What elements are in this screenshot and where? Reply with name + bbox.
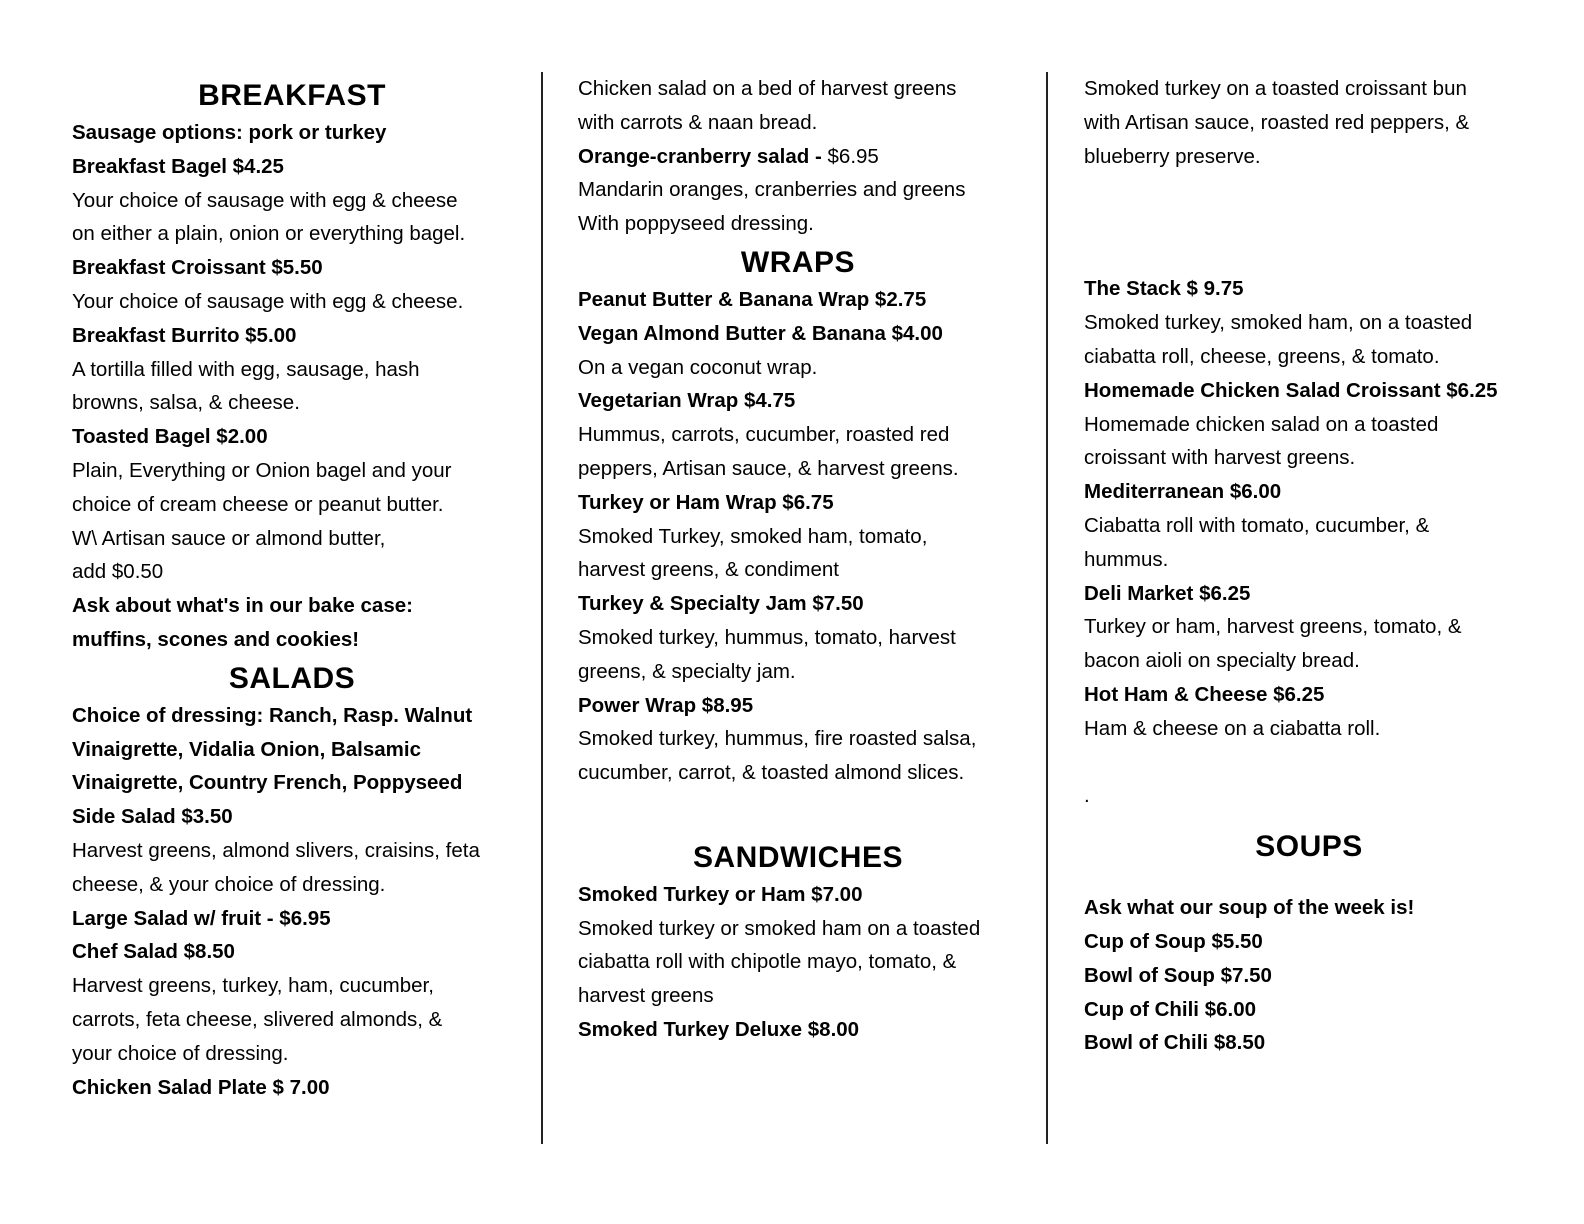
menu-item-title: Side Salad $3.50 [72,805,233,829]
menu-item-description: your choice of dressing. [72,1041,289,1065]
menu-column-2 [578,72,1018,1047]
menu-item-description: peppers, Artisan sauce, & harvest greens. [578,456,959,480]
stray-dot: . [1084,784,1090,808]
menu-item-title: Chicken Salad Plate $ 7.00 [72,1075,330,1099]
breakfast-items [72,116,512,657]
menu-item-title: Choice of dressing: Ranch, Rasp. Walnut [72,703,473,727]
menu-item-title: Breakfast Bagel $4.25 [72,154,284,178]
orange-cranberry-price: $6.95 [821,144,879,168]
menu-item-title: Hot Ham & Cheese $6.25 [1084,682,1325,706]
salads-continued-items [578,72,1018,140]
menu-item-description: harvest greens, & condiment [578,558,839,582]
orange-cranberry-item [578,140,1018,174]
menu-item-title: Sausage options: pork or turkey [72,121,387,144]
menu-item-description: Your choice of sausage with egg & cheese. [72,289,464,313]
menu-item-description: Chicken salad on a bed of harvest greens [578,77,957,100]
menu-item-description: On a vegan coconut wrap. [578,355,818,379]
menu-item-title: Toasted Bagel $2.00 [72,425,268,449]
menu-item-title: Smoked Turkey or Ham $7.00 [578,882,863,906]
sandwiches-items [578,878,1018,1047]
spacer [1084,746,1534,780]
menu-item-description: Ham & cheese on a ciabatta roll. [1084,716,1381,740]
menu-item-title: Mediterranean $6.00 [1084,480,1282,504]
menu-item-title: Ask about what's in our bake case: [72,594,413,618]
menu-item-title: Bowl of Soup $7.50 [1084,963,1272,987]
menu-item-description: ciabatta roll with chipotle mayo, tomato, & [578,950,957,974]
spacer [1084,173,1534,272]
menu-item-description: cucumber, carrot, & toasted almond slices. [578,761,965,785]
menu-item-description: add $0.50 [72,560,164,584]
orange-cranberry-description [578,173,1018,241]
menu-item-title: Peanut Butter & Banana Wrap $2.75 [578,287,927,311]
column-divider-right [1046,72,1048,1144]
menu-column-1 [72,72,512,1104]
menu-item-title: Ask what our soup of the week is! [1084,896,1415,920]
menu-item-description: Hummus, carrots, cucumber, roasted red [578,423,950,447]
menu-item-description: with carrots & naan bread. [578,110,818,134]
menu-item-title: muffins, scones and cookies! [72,627,360,651]
menu-item-title: Turkey or Ham Wrap $6.75 [578,490,834,514]
sandwiches-continued-top [1084,72,1534,173]
menu-item-title: Vinaigrette, Country French, Poppyseed [72,771,463,795]
menu-item-description: Smoked turkey on a toasted croissant bun [1084,77,1467,100]
menu-item-title: Cup of Soup $5.50 [1084,929,1263,953]
menu-item-description: hummus. [1084,547,1169,571]
menu-item-description: blueberry preserve. [1084,144,1261,168]
menu-item-description: bacon aioli on specialty bread. [1084,649,1360,673]
menu-item-description: greens, & specialty jam. [578,659,796,683]
menu-item-description: W\ Artisan sauce or almond butter, [72,526,386,550]
menu-item-description: harvest greens [578,984,714,1008]
menu-item-title: The Stack $ 9.75 [1084,277,1244,301]
menu-item-description: ciabatta roll, cheese, greens, & tomato. [1084,344,1440,368]
menu-item-title: Power Wrap $8.95 [578,693,754,717]
menu-item-description: choice of cream cheese or peanut butter. [72,492,444,516]
menu-item-description: Smoked turkey, hummus, tomato, harvest [578,625,956,649]
menu-item-description: browns, salsa, & cheese. [72,391,300,415]
menu-item-title: Vegan Almond Butter & Banana $4.00 [578,321,943,345]
menu-item-title: Bowl of Chili $8.50 [1084,1031,1266,1055]
menu-item-description: Harvest greens, almond slivers, craisins, feta [72,838,480,862]
menu-item-description: Harvest greens, turkey, ham, cucumber, [72,974,434,998]
salads-heading: SALADS [228,661,356,695]
menu-item-title: Turkey & Specialty Jam $7.50 [578,592,864,616]
menu-item-description: With poppyseed dressing. [578,212,814,236]
menu-item-title: Deli Market $6.25 [1084,581,1251,605]
menu-item-description: carrots, feta cheese, slivered almonds, & [72,1007,443,1031]
menu-item-title: Smoked Turkey Deluxe $8.00 [578,1017,860,1041]
menu-item-description: on either a plain, onion or everything bagel. [72,222,466,246]
menu-item-description: Mandarin oranges, cranberries and greens [578,178,966,202]
menu-item-title: Large Salad w/ fruit - $6.95 [72,906,331,930]
menu-item-description: Plain, Everything or Onion bagel and your [72,458,452,482]
menu-item-description: with Artisan sauce, roasted red peppers, & [1084,110,1470,134]
sandwiches-heading: SANDWICHES [692,840,903,874]
sandwiches-continued-items [1084,272,1534,745]
menu-item-description: Smoked turkey, smoked ham, on a toasted [1084,311,1473,335]
menu-item-title: Chef Salad $8.50 [72,940,235,964]
orange-cranberry-name: Orange-cranberry salad - [578,144,822,168]
menu-item-description: A tortilla filled with egg, sausage, hash [72,357,420,381]
menu-item-title: Cup of Chili $6.00 [1084,997,1256,1021]
menu-item-title: Vegetarian Wrap $4.75 [578,389,796,413]
menu-item-description: Smoked turkey or smoked ham on a toasted [578,916,981,940]
menu-item-title: Breakfast Burrito $5.00 [72,323,297,347]
menu-item-description: Ciabatta roll with tomato, cucumber, & [1084,513,1430,537]
menu-item-title: Breakfast Croissant $5.50 [72,256,323,280]
column-divider-left [541,72,543,1144]
menu-item-description: Homemade chicken salad on a toasted [1084,412,1439,436]
menu-item-description: croissant with harvest greens. [1084,446,1356,470]
menu-item-description: Your choice of sausage with egg & cheese [72,188,458,212]
menu-item-title: Vinaigrette, Vidalia Onion, Balsamic [72,737,422,761]
menu-item-description: Smoked Turkey, smoked ham, tomato, [578,524,928,548]
menu-item-description: cheese, & your choice of dressing. [72,872,386,896]
spacer [578,790,1018,824]
wraps-heading: WRAPS [740,245,856,279]
menu-item-title: Homemade Chicken Salad Croissant $6.25 [1084,378,1498,402]
soups-heading: SOUPS [1255,830,1363,864]
salads-items [72,699,512,1105]
menu-item-description: Turkey or ham, harvest greens, tomato, & [1084,615,1462,639]
menu-column-3 [1084,72,1534,1060]
wraps-items [578,283,1018,790]
soups-items [1084,891,1534,1060]
breakfast-heading: BREAKFAST [198,79,386,112]
spacer [1084,867,1534,891]
menu-item-description: Smoked turkey, hummus, fire roasted salsa, [578,727,977,751]
